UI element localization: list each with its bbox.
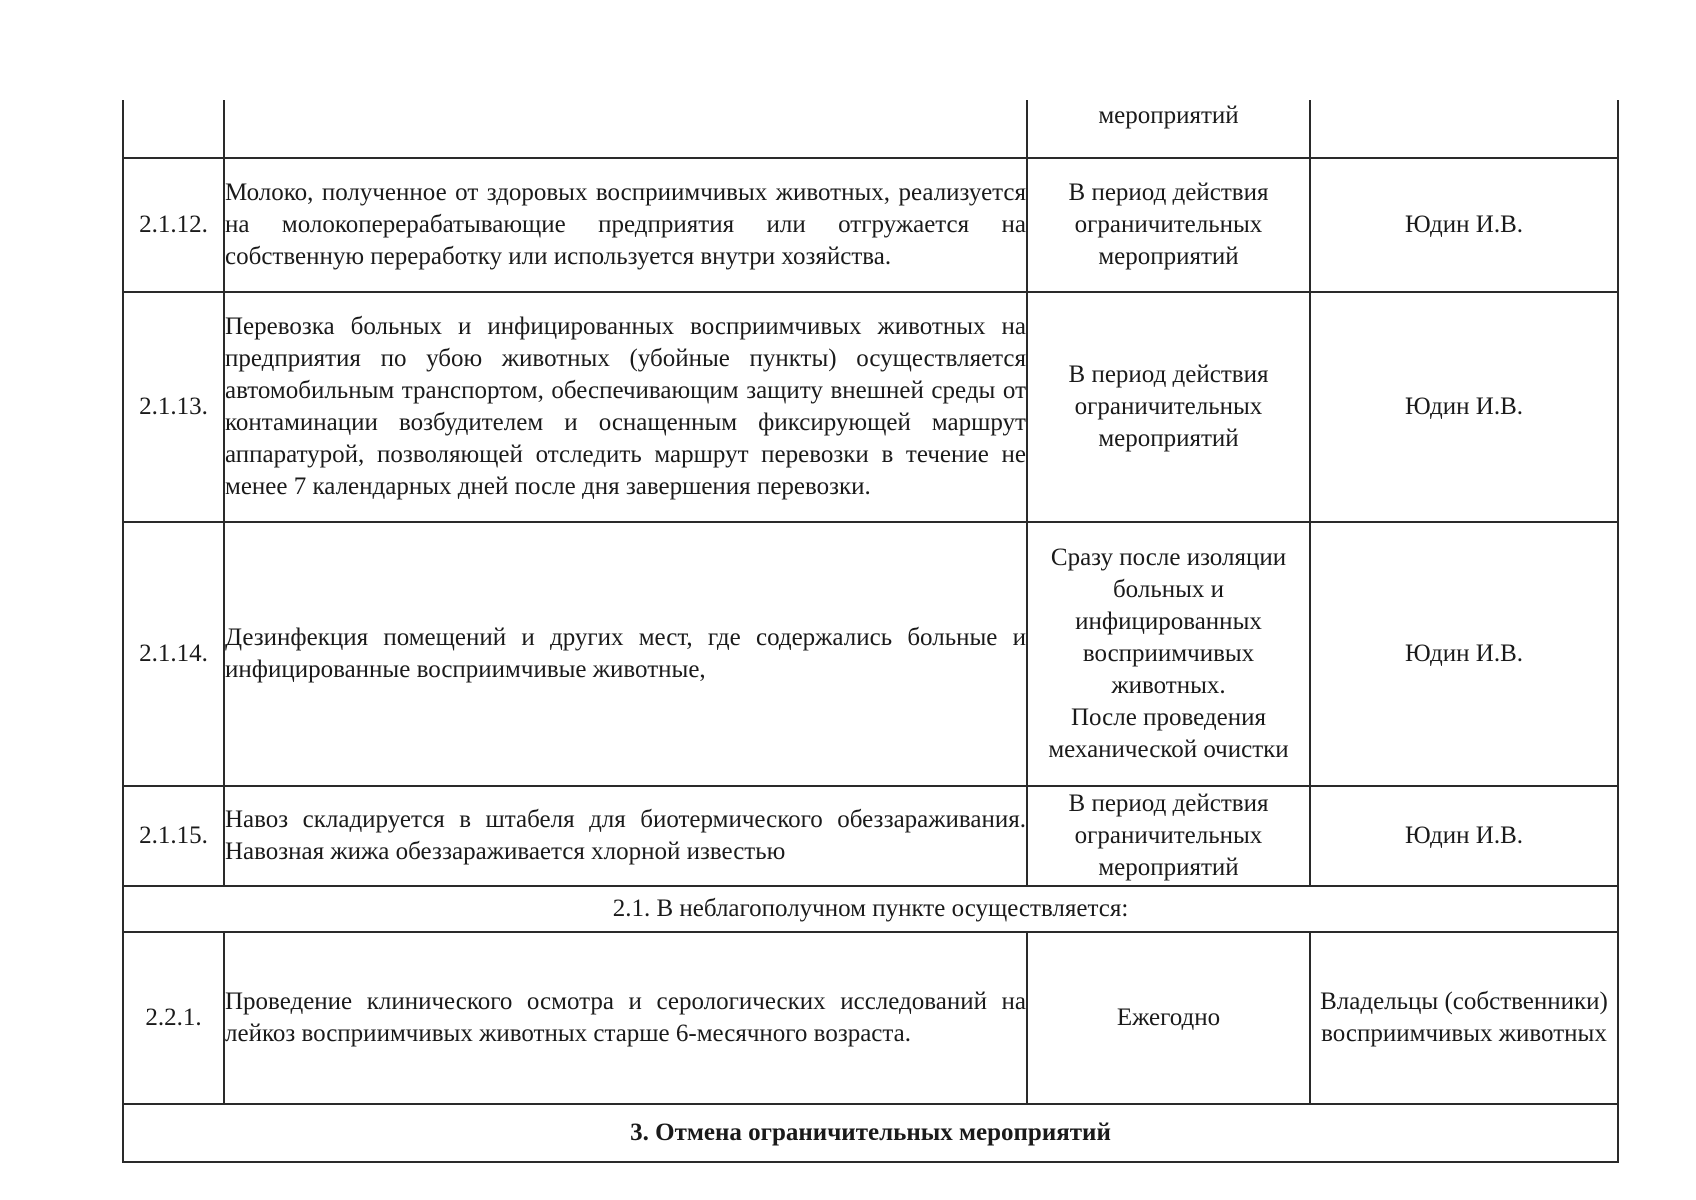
row-number: 2.2.1. [123,932,224,1104]
term-text: В период действия ограничительных мероприятий [1027,292,1310,522]
responsible-text: Владельцы (собственники) восприимчивых животных [1310,932,1618,1104]
section-title: 2.1. В неблагополучном пункте осуществляется: [123,886,1618,932]
measures-table [122,100,1619,1163]
measure-text: Дезинфекция помещений и других мест, где содержались больные и инфицированные восприимчивые животные, [224,522,1027,786]
row-number: 2.1.15. [123,786,224,886]
table-row [123,158,1618,292]
responsible-text: Юдин И.В. [1310,292,1618,522]
row-number: 2.1.14. [123,522,224,786]
term-text: В период действия ограничительных мероприятий [1027,786,1310,886]
table-row [123,786,1618,886]
responsible-text: Юдин И.В. [1310,522,1618,786]
table-row [123,932,1618,1104]
heading-row [123,1104,1618,1162]
table-row [123,100,1618,158]
table-row [123,522,1618,786]
row-number: 2.1.12. [123,158,224,292]
responsible-text [1310,100,1618,158]
row-number: 2.1.13. [123,292,224,522]
section-heading: 3. Отмена ограничительных мероприятий [123,1104,1618,1162]
responsible-text: Юдин И.В. [1310,158,1618,292]
section-row [123,886,1618,932]
responsible-text: Юдин И.В. [1310,786,1618,886]
term-text: Сразу после изоляции больных и инфицированных восприимчивых животных. После проведения механической очистки [1027,522,1310,786]
measure-text [224,100,1027,158]
term-text: В период действия ограничительных мероприятий [1027,158,1310,292]
measure-text: Перевозка больных и инфицированных восприимчивых животных на предприятия по убою животных (убойные пункты) осуществляется автомобильным транспортом, обеспечивающим защиту внешней среды от контаминации возбудителем и оснащенным фиксирующей маршрут аппаратурой, позволяющей отследить маршрут перевозки в течение не менее 7 календарных дней после дня завершения перевозки. [224,292,1027,522]
term-text: Ежегодно [1027,932,1310,1104]
measure-text: Навоз складируется в штабеля для биотермического обеззараживания. Навозная жижа обеззараживается хлорной известью [224,786,1027,886]
table-row [123,292,1618,522]
measure-text: Молоко, полученное от здоровых восприимчивых животных, реализуется на молокоперерабатывающие предприятия или отгружается на собственную переработку или используется внутри хозяйства. [224,158,1027,292]
term-text: мероприятий [1027,100,1310,158]
row-number [123,100,224,158]
measure-text: Проведение клинического осмотра и серологических исследований на лейкоз восприимчивых животных старше 6-месячного возраста. [224,932,1027,1104]
